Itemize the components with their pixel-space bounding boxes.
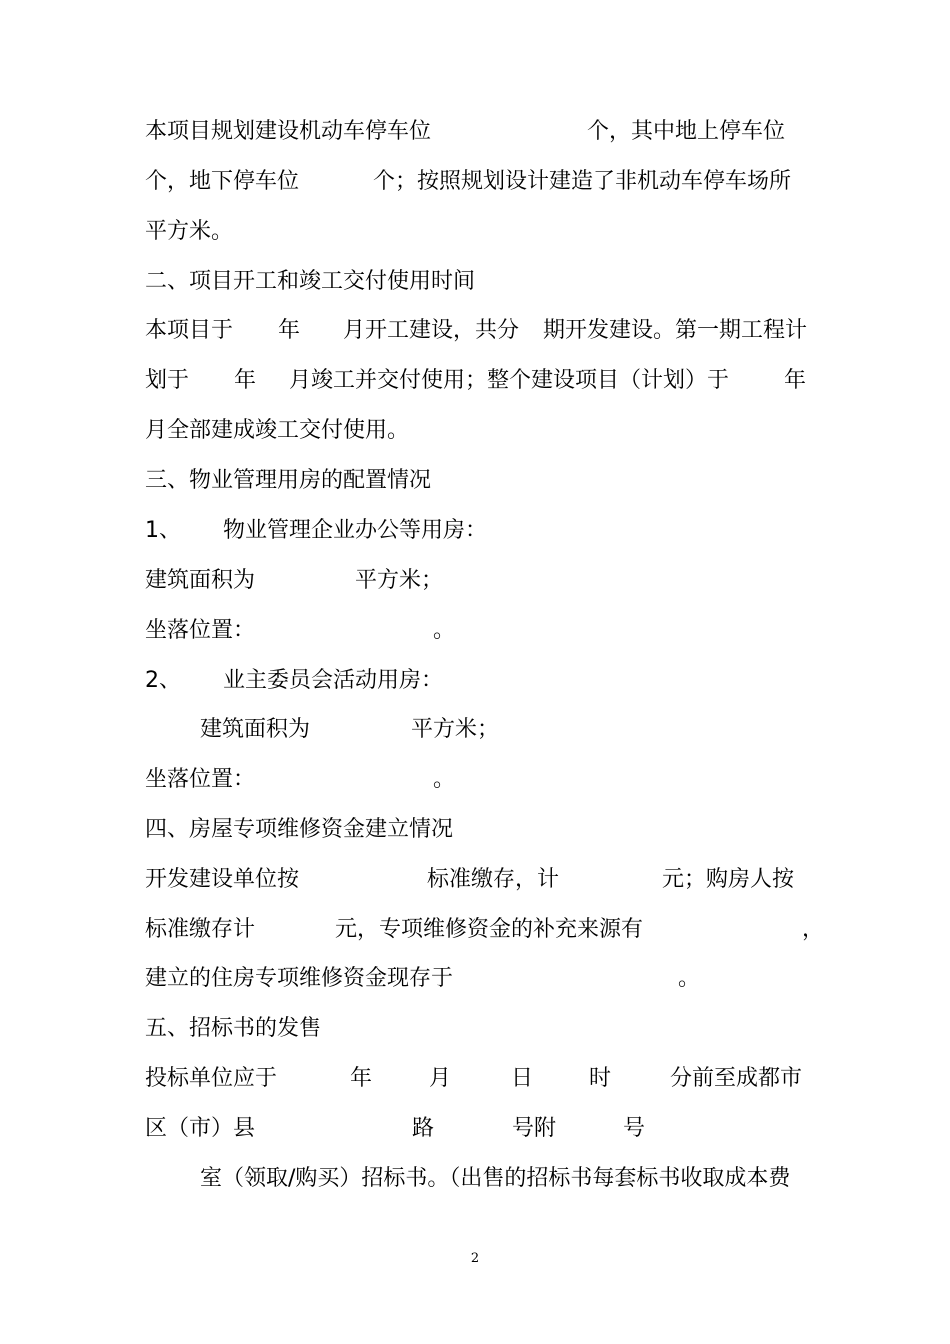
- text-line-fund-deposited: [145, 962, 810, 996]
- section-heading-2: [145, 265, 810, 299]
- text-segment: 个；按照规划设计建造了非机动车停车场所: [373, 169, 792, 194]
- list-number: 2、: [145, 668, 181, 693]
- text-segment: 个，其中地上停车位: [587, 119, 786, 144]
- text-segment: ，: [802, 917, 825, 942]
- text-line-location: [145, 614, 810, 648]
- text-segment: 分前至成都市: [670, 1066, 803, 1091]
- list-item-1: [145, 514, 810, 548]
- text-segment: 。: [678, 966, 701, 991]
- text-segment: 。: [433, 767, 456, 792]
- text-line-developer-deposit: [145, 863, 810, 897]
- section-heading-3: [145, 464, 810, 498]
- text-segment: 平方米；: [411, 717, 500, 742]
- page-number: 2: [470, 1251, 480, 1266]
- text-segment: 年: [350, 1066, 373, 1091]
- text-segment: 元；购房人按: [662, 867, 795, 892]
- text-segment: 四、房屋专项维修资金建立情况: [145, 817, 454, 842]
- text-segment: 平方米；: [355, 568, 444, 593]
- text-line-all-completed: [145, 414, 810, 448]
- text-segment: 月: [429, 1066, 452, 1091]
- text-line-completion: [145, 364, 810, 398]
- text-segment: 物业管理企业办公等用房：: [223, 518, 488, 543]
- text-line-tender-document: [145, 1162, 810, 1196]
- text-segment: 三、物业管理用房的配置情况: [145, 468, 432, 493]
- text-segment: 月全部建成竣工交付使用。: [145, 418, 410, 443]
- text-segment: 室（领取/购买）招标书。（出售的招标书每套标书收取成本费: [200, 1166, 791, 1191]
- text-segment: 个，地下停车位: [145, 169, 300, 194]
- text-segment: 区（市）县: [145, 1116, 256, 1141]
- text-segment: 坐落位置：: [145, 767, 256, 792]
- text-segment: 坐落位置：: [145, 618, 256, 643]
- text-segment: 开发建设单位按: [145, 867, 300, 892]
- text-line-floor-area: [145, 713, 810, 747]
- text-segment: 时: [589, 1066, 612, 1091]
- list-item-2: [145, 664, 810, 698]
- text-segment: 业主委员会活动用房：: [223, 668, 444, 693]
- text-segment: 月开工建设，共分: [343, 318, 520, 343]
- text-segment: 号附: [512, 1116, 557, 1141]
- text-line-square-meters: [145, 215, 810, 249]
- section-heading-5: [145, 1012, 810, 1046]
- text-line-construction-start: [145, 314, 810, 348]
- text-segment: 年: [784, 368, 807, 393]
- text-segment: 路: [412, 1116, 435, 1141]
- text-segment: 建筑面积为: [145, 568, 256, 593]
- text-segment: 二、项目开工和竣工交付使用时间: [145, 269, 476, 294]
- text-line-parking-spaces: [145, 115, 810, 149]
- text-segment: 建立的住房专项维修资金现存于: [145, 966, 454, 991]
- text-segment: 平方米。: [145, 219, 234, 244]
- text-segment: 标准缴存计: [145, 917, 256, 942]
- text-line-address: [145, 1112, 810, 1146]
- text-segment: 元，专项维修资金的补充来源有: [335, 917, 644, 942]
- text-line-maintenance-fund: [145, 913, 825, 947]
- text-segment: 本项目规划建设机动车停车位: [145, 119, 432, 144]
- text-segment: 建筑面积为: [200, 717, 311, 742]
- text-line-location: [145, 763, 810, 797]
- text-segment: 期开发建设。第一期工程计: [543, 318, 808, 343]
- text-segment: 月竣工并交付使用；整个建设项目（计划）于: [289, 368, 730, 393]
- text-segment: 号: [623, 1116, 646, 1141]
- text-segment: 年: [278, 318, 301, 343]
- text-segment: 日: [511, 1066, 534, 1091]
- text-segment: 标准缴存，计: [427, 867, 560, 892]
- text-segment: 五、招标书的发售: [145, 1016, 322, 1041]
- text-line-floor-area: [145, 564, 810, 598]
- list-number: 1、: [145, 518, 181, 543]
- text-segment: 年: [234, 368, 257, 393]
- text-segment: 划于: [145, 368, 190, 393]
- text-segment: 投标单位应于: [145, 1066, 278, 1091]
- text-segment: 。: [433, 618, 456, 643]
- text-line-bidder-deadline: [145, 1062, 810, 1096]
- text-line-underground-parking: [145, 165, 810, 199]
- text-segment: 本项目于: [145, 318, 234, 343]
- section-heading-4: [145, 813, 810, 847]
